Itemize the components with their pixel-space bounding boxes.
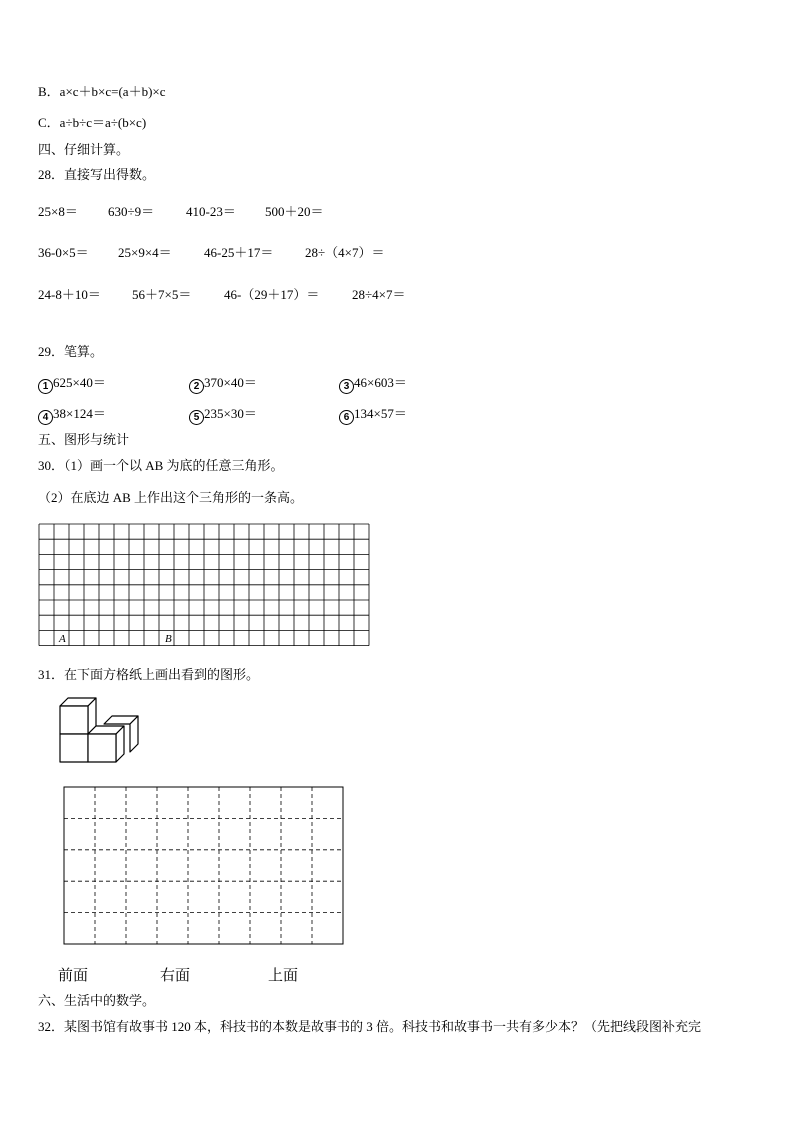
q29-expr: 134×57＝ [354,406,407,421]
q28-r1-c1: 25×8＝ [38,204,78,219]
q29-expr: 38×124＝ [53,406,106,421]
q29-item-6 [339,406,407,425]
q28-r1-c4: 500＋20＝ [265,204,324,219]
point-a-label: A [59,633,66,645]
section-4-heading: 四、仔细计算。 [38,142,130,157]
q30-grid[interactable] [38,523,374,649]
q29-item-5 [189,406,257,425]
q28-r2-c1: 36-0×5＝ [38,245,89,260]
option-b: B．a×c＋b×c=(a＋b)×c [38,84,166,99]
q30-line2: （2）在底边 AB 上作出这个三角形的一条高。 [38,490,304,505]
circled-number: 3 [339,379,354,394]
q29-expr: 625×40＝ [53,375,106,390]
q29-expr: 370×40＝ [204,375,257,390]
q28-r3-c4: 28÷4×7＝ [352,287,406,302]
q28-r2-c2: 25×9×4＝ [118,245,172,260]
q28-r1-c2: 630÷9＝ [108,204,155,219]
q29-item-1 [38,375,106,394]
section-6-heading: 六、生活中的数学。 [38,993,156,1008]
q28-r2-c3: 46-25＋17＝ [204,245,274,260]
q30-line1: 30．（1）画一个以 AB 为底的任意三角形。 [38,458,284,473]
point-b-label: B [165,633,172,645]
q32-text: 32．某图书馆有故事书 120 本，科技书的本数是故事书的 3 倍。科技书和故事书一共有多少本？（先把线段图补充完 [38,1019,702,1034]
section-5-heading: 五、图形与统计 [38,432,130,447]
q29-item-4 [38,406,106,425]
q28-r1-c3: 410-23＝ [186,204,236,219]
q29-expr: 235×30＝ [204,406,257,421]
q28-r2-c4: 28÷（4×7）＝ [305,245,385,260]
q28-r3-c1: 24-8＋10＝ [38,287,101,302]
q28-r3-c2: 56＋7×5＝ [132,287,192,302]
circled-number: 6 [339,410,354,425]
q29-item-2 [189,375,257,394]
view-label-right: 右面 [160,968,191,984]
q31-title: 31．在下面方格纸上画出看到的图形。 [38,667,260,682]
q28-title: 28．直接写出得数。 [38,167,156,182]
circled-number: 4 [38,410,53,425]
q28-r3-c3: 46-（29＋17）＝ [224,287,320,302]
cube-figure [56,696,156,768]
circled-number: 5 [189,410,204,425]
q29-expr: 46×603＝ [354,375,407,390]
grid-border [64,787,343,944]
circled-number: 2 [189,379,204,394]
option-c: C．a÷b÷c＝a÷(b×c) [38,115,147,130]
q29-item-3 [339,375,407,394]
q29-title: 29．笔算。 [38,344,104,359]
view-label-front: 前面 [58,968,89,984]
circled-number: 1 [38,379,53,394]
q31-dashed-grid[interactable] [63,786,347,946]
view-label-top: 上面 [268,968,299,984]
